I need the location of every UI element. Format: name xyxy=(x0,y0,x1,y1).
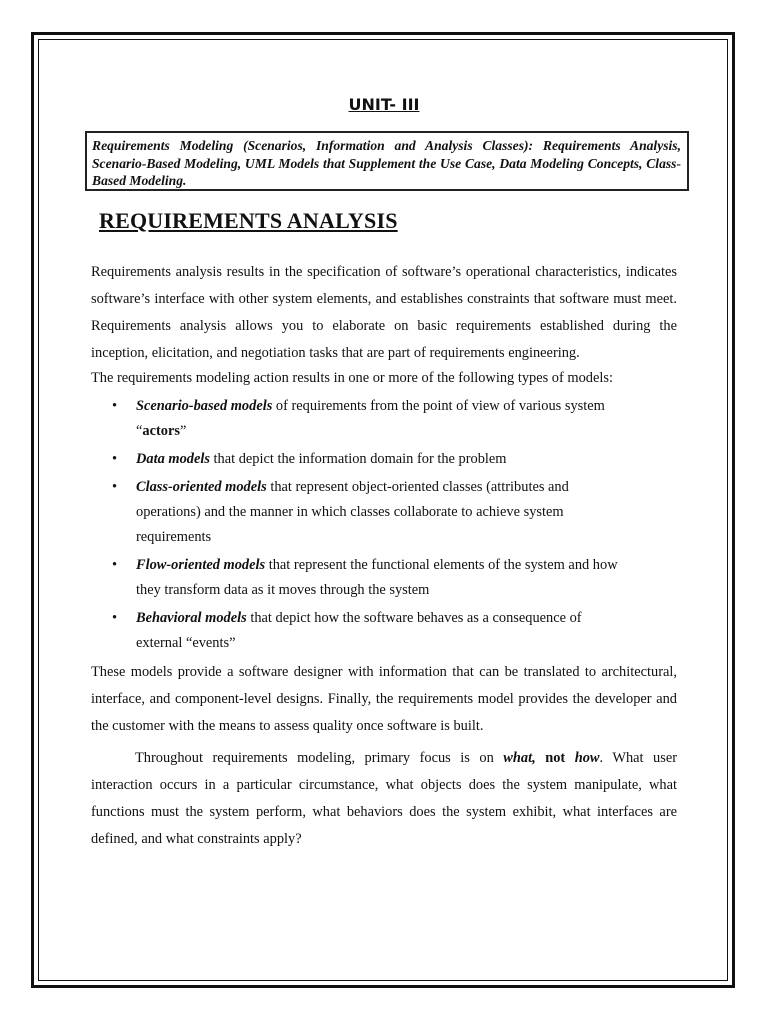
list-item-scenario-models xyxy=(91,394,626,444)
bullet-icon: • xyxy=(112,398,118,414)
focus-how: how xyxy=(574,750,600,766)
model-description: that depict the information domain for the problem xyxy=(209,451,507,467)
list-item-flow-models xyxy=(91,553,626,603)
document-body xyxy=(91,259,677,853)
model-description: of requirements from the point of view of various system “ xyxy=(136,398,605,439)
intro-paragraph: Requirements analysis results in the specification of software’s operational characteristics, indicates software’s interface with other system elements, and establishes constraints that software must meet. Requirements analysis allows you to elaborate on basic requirements established during the inception, elicitation, and negotiation tasks that are part of requirements engineering. xyxy=(91,264,677,361)
focus-rest: . What user interaction occurs in a particular circumstance, what objects does the system manipulate, what functions must the system perform, what behaviors does the system exhibit, what interfaces are defined, and what constraints apply? xyxy=(91,750,678,847)
section-heading: REQUIREMENTS ANALYSIS xyxy=(99,208,398,233)
focus-not: not xyxy=(535,750,575,766)
model-term: Data models xyxy=(136,451,210,467)
model-term: Scenario-based models xyxy=(136,398,273,414)
designer-paragraph: These models provide a software designer with information that can be translated to architectural, interface, and component-level designs. Finally, the requirements model provides the developer and the customer with the means to assess quality once software is built. xyxy=(91,664,677,734)
focus-paragraph xyxy=(91,745,677,853)
bullet-icon: • xyxy=(112,479,118,495)
list-item-data-models xyxy=(91,447,626,472)
model-term: Flow-oriented models xyxy=(136,557,266,573)
topics-box: Requirements Modeling (Scenarios, Information and Analysis Classes): Requirements Analysis, Scenario-Based Modeling, UML Models that Supplement the Use Case, Data Modeling Concepts, Class-Based Modeling. xyxy=(85,131,689,191)
model-term: Class-oriented models xyxy=(136,479,267,495)
model-description: that depict how the software behaves as a consequence of external “events” xyxy=(136,610,582,651)
bullet-icon: • xyxy=(112,557,118,573)
model-emphasis: actors xyxy=(142,423,180,439)
list-item-behavioral-models xyxy=(91,606,626,656)
models-intro: The requirements modeling action results in one or more of the following types of models: xyxy=(91,370,613,386)
model-term: Behavioral models xyxy=(136,610,247,626)
list-item-class-models xyxy=(91,475,626,550)
bullet-icon: • xyxy=(112,451,118,467)
focus-what: what, xyxy=(503,750,536,766)
model-description: that represent the functional elements of the system and how they transform data as it moves through the system xyxy=(136,557,618,598)
models-list xyxy=(91,394,677,656)
unit-title: UNIT- III xyxy=(348,95,420,114)
focus-lead: Throughout requirements modeling, primary focus is on xyxy=(135,750,504,766)
model-description-end: ” xyxy=(179,423,187,439)
model-description: that represent object-oriented classes (attributes and operations) and the manner in which classes collaborate to achieve system requirements xyxy=(136,479,569,545)
bullet-icon: • xyxy=(112,610,118,626)
